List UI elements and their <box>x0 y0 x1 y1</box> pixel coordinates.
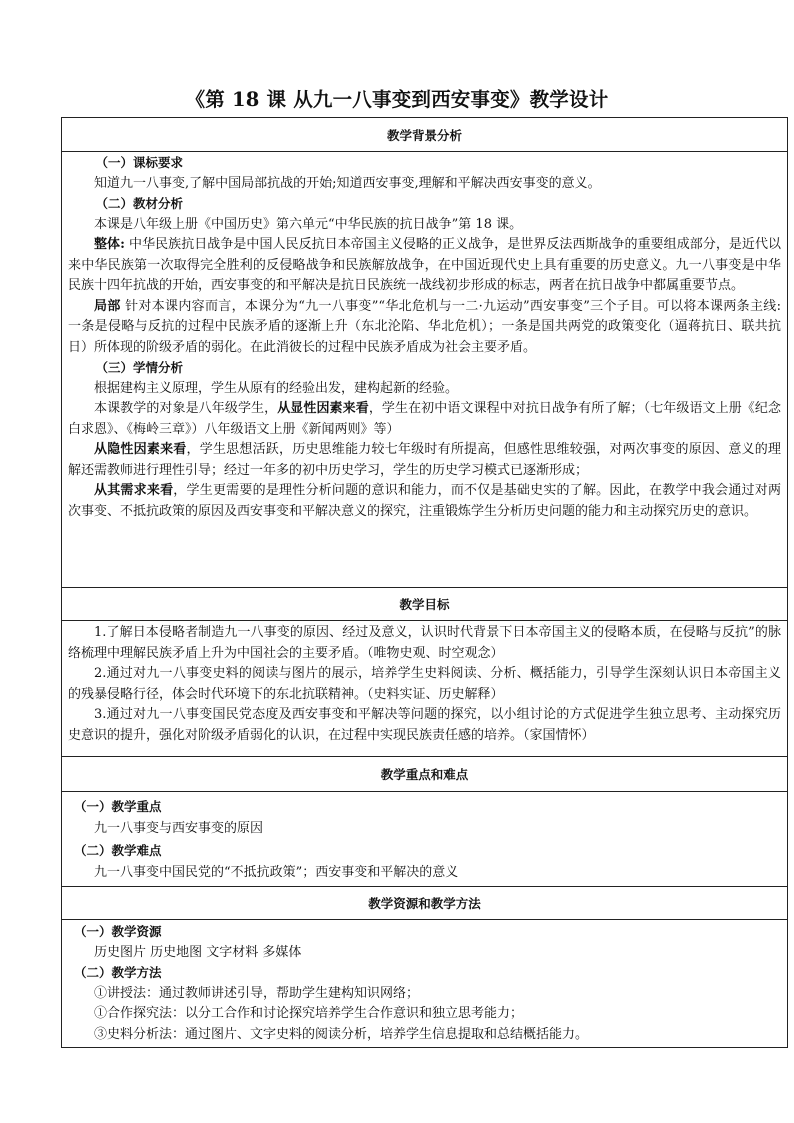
background-analysis-body <box>62 152 788 588</box>
lesson-plan-table <box>61 117 788 1048</box>
needs-factor-label: 从其需求来看 <box>94 483 174 498</box>
teaching-goal-2: 2.通过对九一八事变史料的阅读与图片的展示，培养学生史料阅读、分析、概括能力，引导学生深刻认识日本帝国主义的残暴侵略行径，体会时代环境下的东北抗联精神。（史料实证、历史解释） <box>68 666 781 702</box>
resources-text: 历史图片 历史地图 文字材料 多媒体 <box>94 944 302 960</box>
student-analysis-intro: 根据建构主义原理，学生从原有的经验出发，建构起新的经验。 <box>94 380 459 396</box>
explicit-factor-label: 从显性因素来看 <box>277 401 369 416</box>
whole-analysis-paragraph <box>68 235 781 297</box>
section-header-key-difficult: 教学重点和难点 <box>62 757 788 792</box>
teaching-goals-body <box>62 621 788 757</box>
method-cooperative: ①合作探究法：以分工合作和讨论探究培养学生合作意识和独立思考能力； <box>94 1006 524 1021</box>
subheading-difficult-points: （二）教学难点 <box>74 843 162 858</box>
section-header-row <box>62 887 788 920</box>
textbook-intro-text: 本课是八年级上册《中国历史》第六单元“中华民族的抗日战争”第 18 课。 <box>94 216 523 232</box>
whole-text: 中华民族抗日战争是中国人民反抗日本帝国主义侵略的正义战争，是世界反法西斯战争的重要组成部分，是近代以来中华民族第一次取得完全胜利的反侵略战争和民族解放战争，在中国近现代史上具有重要的历史意义。九一八事变是中华民族十四年抗战的开始，西安事变的和平解决是抗日民族统一战线初步形成的标志，两者在抗日战争中都属重要节点。 <box>68 237 781 293</box>
method-source-analysis: ③史料分析法：通过图片、文字史料的阅读分析，培养学生信息提取和总结概括能力。 <box>94 1026 589 1042</box>
key-difficult-body <box>62 792 788 887</box>
subheading-methods: （二）教学方法 <box>74 965 162 980</box>
subheading-student-analysis: （三）学情分析 <box>95 360 184 375</box>
key-points-text: 九一八事变与西安事变的原因 <box>94 821 264 836</box>
section-header-teaching-goals: 教学目标 <box>62 588 788 621</box>
section-header-row <box>62 757 788 792</box>
explicit-factor-paragraph <box>68 399 781 440</box>
explicit-factor-text: ，学生在初中语文课程中对抗日战争有所了解；（七年级语文上册《纪念白求恩》、《梅岭三章》）八年级语文上册《新闻两则》等） <box>68 401 781 437</box>
document-title: 《第 18 课 从九一八事变到西安事变》教学设计 <box>185 88 609 111</box>
method-lecture: ①讲授法：通过教师讲述引导，帮助学生建构知识网络； <box>94 985 420 1001</box>
subheading-key-points: （一）教学重点 <box>74 799 162 814</box>
local-text: 针对本课内容而言，本课分为“九一八事变”“华北危机与一二·九运动”西安事变”三个子目。可以将本课两条主线: 一条是侵略与反抗的过程中民族矛盾的逐渐上升（东北沦陷、华北危机）；一条是国共两党的政策变化（逼蒋抗日、联共抗日）所体现的阶级矛盾的弱化。在此消彼长的过程中民族矛盾成为社会主要矛盾。 <box>68 298 781 355</box>
local-label: 局部 <box>94 298 121 314</box>
needs-factor-paragraph <box>68 481 781 522</box>
teaching-goal-3: 3.通过对九一八事变国民党态度及西安事变和平解决等问题的探究，以小组讨论的方式促进学生独立思考、主动探究历史意识的提升，强化对阶级矛盾弱化的认识，在过程中实现民族责任感的培养。（家国情怀） <box>68 707 781 743</box>
teaching-goal-1: 1.了解日本侵略者制造九一八事变的原因、经过及意义，认识时代背景下日本帝国主义的侵略本质，在侵略与反抗”的脉络梳理中理解民族矛盾上升为中国社会的主要矛盾。（唯物史观、时空观念） <box>68 625 781 661</box>
section-header-resources-methods: 教学资源和教学方法 <box>62 887 788 920</box>
subheading-resources: （一）教学资源 <box>74 924 162 939</box>
local-analysis-paragraph <box>68 297 781 359</box>
explicit-factor-lead: 本课教学的对象是八年级学生， <box>94 401 278 416</box>
section-body-row <box>62 920 788 1048</box>
subheading-curriculum-standard: （一）课标要求 <box>95 155 184 170</box>
section-header-background-analysis: 教学背景分析 <box>62 118 788 152</box>
resources-methods-body <box>62 920 788 1048</box>
subheading-textbook-analysis: （二）教材分析 <box>95 196 184 211</box>
whole-label: 整体: <box>94 237 125 252</box>
needs-factor-text: ，学生更需要的是理性分析问题的意识和能力，而不仅是基础史实的了解。因此，在教学中我会通过对两次事变、不抵抗政策的原因及西安事变和平解决意义的探究，注重锻炼学生分析历史问题的能力和主动探究历史的意识。 <box>68 483 781 519</box>
curriculum-standard-text: 知道九一八事变,了解中国局部抗战的开始;知道西安事变,理解和平解决西安事变的意义。 <box>94 175 601 191</box>
section-body-row <box>62 152 788 588</box>
difficult-points-text: 九一八事变中国民党的“不抵抗政策”；西安事变和平解决的意义 <box>94 865 459 880</box>
section-body-row <box>62 792 788 887</box>
implicit-factor-label: 从隐性因素来看 <box>94 442 187 457</box>
section-header-row <box>62 118 788 152</box>
implicit-factor-text: ，学生思想活跃，历史思维能力较七年级时有所提高，但感性思维较强，对两次事变的原因、意义的理解还需教师进行理性引导；经过一年多的初中历史学习，学生的历史学习模式已逐渐形成； <box>68 442 781 478</box>
implicit-factor-paragraph <box>68 440 781 481</box>
section-header-row <box>62 588 788 621</box>
section-body-row <box>62 621 788 757</box>
